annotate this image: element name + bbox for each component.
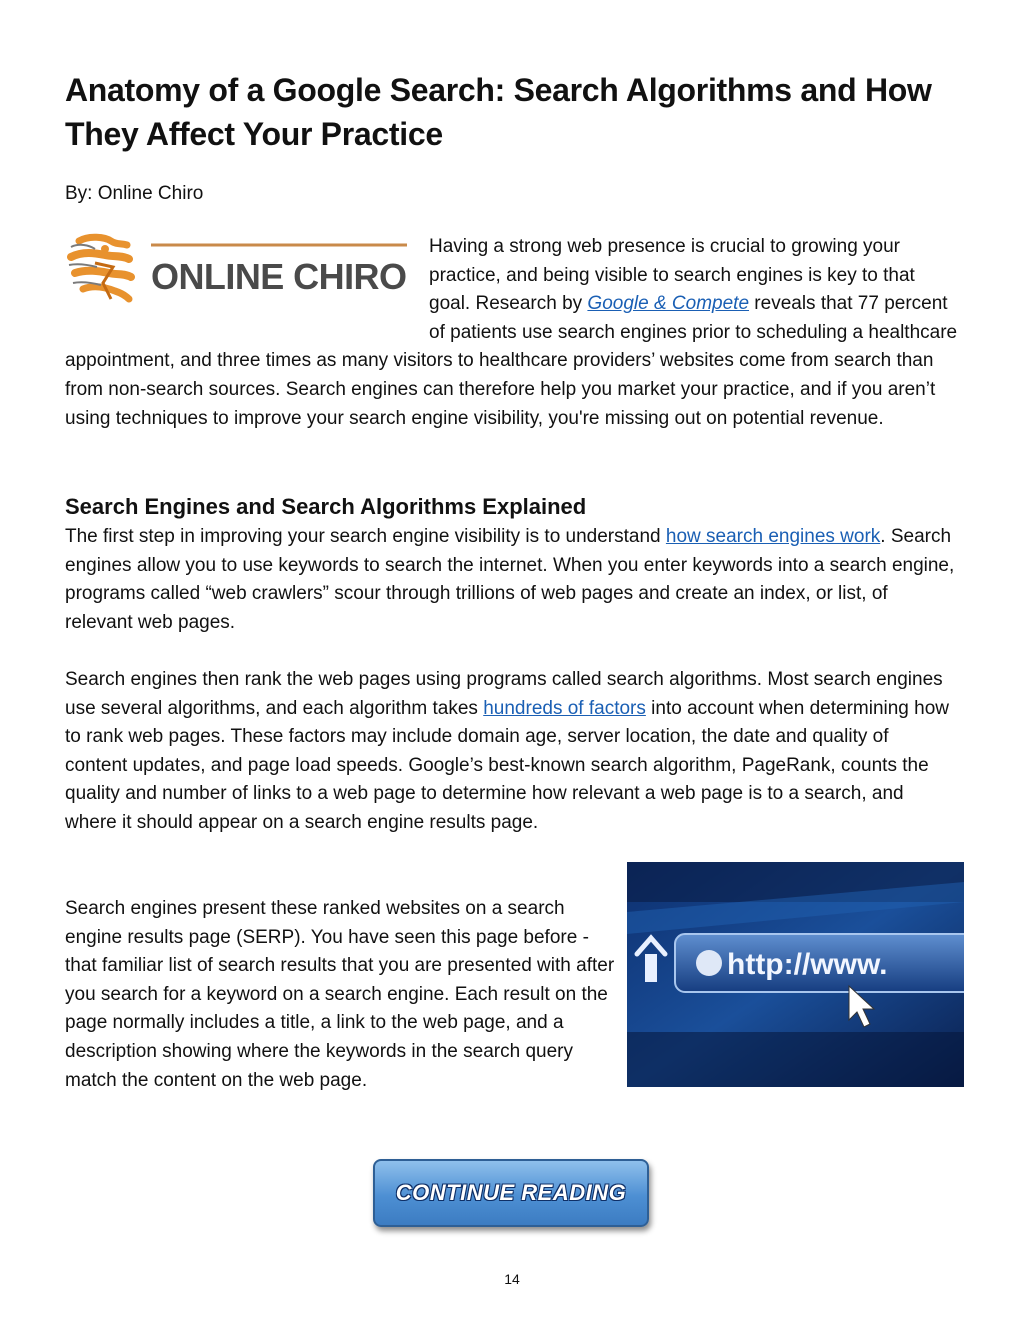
page-number: 14 (504, 1271, 520, 1287)
continue-reading-button[interactable] (373, 1159, 649, 1227)
paragraph-algorithms: Search engines then rank the web pages using programs called search algorithms. Most search engines use several algorithms, and each algorithm takes hundreds of factors into account when determining how to rank web pages. These factors may include domain age, server location, the date and quality of content updates, and page load speeds. Google’s best-known search algorithm, PageRank, counts the quality and number of links to a web page to determine how relevant a web page is to a search, and where it should appear on a search engine results page. (65, 669, 950, 833)
section-heading: Search Engines and Search Algorithms Explained (65, 494, 587, 519)
article-title: Anatomy of a Google Search: Search Algorithms and How They Affect Your Practice (65, 72, 932, 152)
byline: By: Online Chiro (65, 183, 204, 204)
logo-text: ONLINE CHIRO (151, 256, 407, 297)
how-search-engines-work-link[interactable]: how search engines work (665, 526, 881, 547)
chiro-figure-icon (69, 237, 131, 299)
paragraph-search-engines: The first step in improving your search engine visibility is to understand how search engines work. Search engines allow you to use keywords to search the internet. When you enter keywords into a search engine, programs called “web crawlers” scour through trillions of web pages and create an index, or list, of relevant web pages. (65, 526, 955, 633)
online-chiro-logo (65, 233, 410, 309)
browser-address-bar-photo (627, 862, 964, 1087)
google-compete-link[interactable]: Google & Compete (587, 293, 750, 315)
hundreds-of-factors-link[interactable]: hundreds of factors (483, 697, 646, 719)
globe-icon (696, 950, 722, 976)
intro-paragraph: Having a strong web presence is crucial to growing your practice, and being visible to search engines is key to that goal. Research by Google & Compete reveals that 77 percent of patients use search engines prior to scheduling a healthcare appointment, and three times as many visitors to healthcare providers’ websites come from search than from non-search sources. Search engines can therefore help you market your practice, and if you aren’t using techniques to improve your search engine visibility, you're missing out on potential revenue. (65, 233, 960, 433)
continue-reading-label: CONTINUE READING (395, 1180, 627, 1205)
paragraph-serp: Search engines present these ranked websites on a search engine results page (SERP). You have seen this page before - that familiar list of search results that you are presented with after you search for a keyword on a search engine. Each result on the page normally includes a title, a link to the web page, and a description showing where the keywords in the search query match the content on the web page. (65, 898, 615, 1091)
photo-url-text: http://www. (727, 948, 888, 981)
